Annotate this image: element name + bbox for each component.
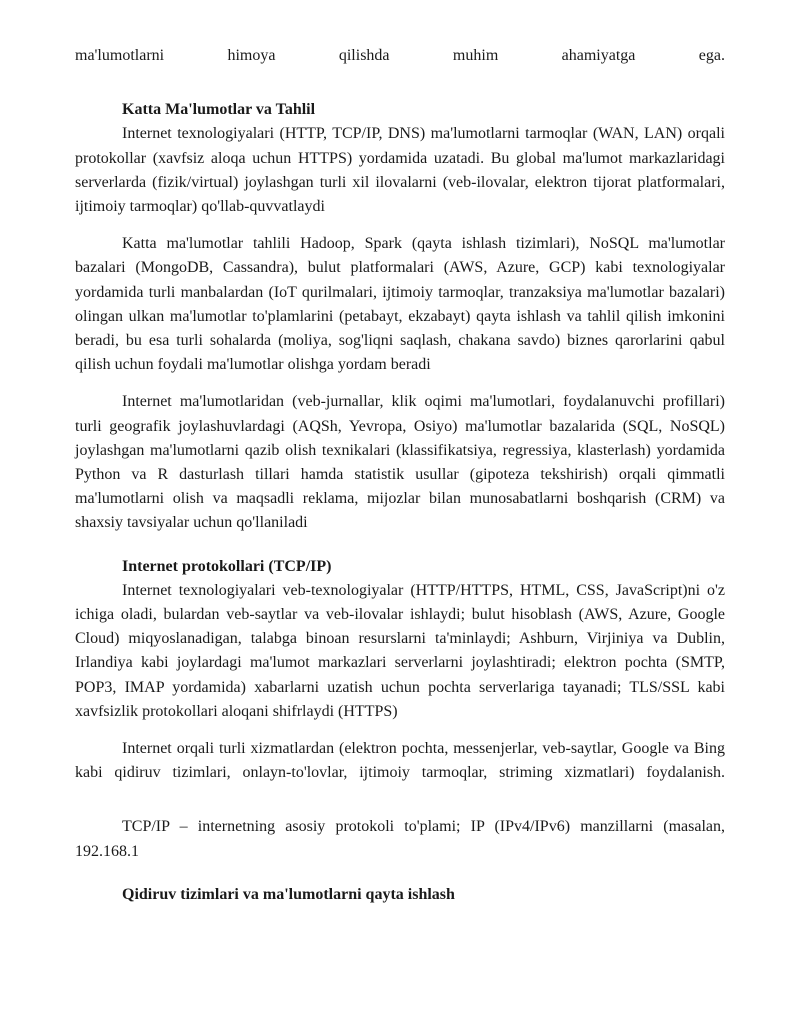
paragraph: Internet ma'lumotlaridan (veb-jurnallar, klik oqimi ma'lumotlari, foydalanuvchi profillari) turli geografik joylashuvlardagi (AQSh, Yevropa, Osiyo) ma'lumotlar bazalarida (SQL, NoSQL) joylashgan ma'lumotlarni qazib olish texnikalari (klassifikatsiya, regressiya, klasterlash) yordamida Python va R dasturlash tillari hamda statistik usullar (gipoteza tekshirish) orqali qimmatli ma'lumotlarni olish va maqsadli reklama, mijozlar bilan munosabatlarni boshqarish (CRM) va shaxsiy tavsiyalar uchun qo'llaniladi [75, 393, 725, 532]
continuation-line: ma'lumotlarni himoya qilishda muhim ahamiyatga ega. [75, 47, 725, 64]
paragraph: Internet texnologiyalari veb-texnologiyalar (HTTP/HTTPS, HTML, CSS, JavaScript)ni o'z ichiga oladi, bulardan veb-saytlar va veb-ilovalar ishlaydi; bulut hisoblash (AWS, Azure, Google Cloud) miqyoslanadigan, talabga binoan resurslarni ta'minlaydi; Ashburn, Virjiniya va Dublin, Irlandiya kabi joylardagi ma'lumot markazlari serverlarni joylashtiradi; elektron pochta (SMTP, POP3, IMAP yordamida) xabarlarni uzatish uchun pochta serverlariga tayanadi; TLS/SSL kabi xavfsizlik protokollari aloqani shifrlaydi (HTTPS) [75, 581, 725, 720]
section-heading-search: Qidiruv tizimlari va ma'lumotlarni qayta ishlash [122, 885, 455, 903]
paragraph: Internet orqali turli xizmatlardan (elektron pochta, messenjerlar, veb-saytlar, Google va Bing kabi qidiruv tizimlari, onlayn-to'lovlar, ijtimoiy tarmoqlar, striming xizmatlari) foydalanish. [75, 740, 725, 782]
section-heading-big-data: Katta Ma'lumotlar va Tahlil [122, 101, 316, 119]
paragraph: Internet texnologiyalari (HTTP, TCP/IP, DNS) ma'lumotlarni tarmoqlar (WAN, LAN) orqali protokollar (xavfsiz aloqa uchun HTTPS) yordamida uzatadi. Bu global ma'lumot markazlaridagi serverlarda (fizik/virtual) joylashgan turli xil ilovalarni (veb-ilovalar, elektron tijorat platformalari, ijtimoiy tarmoqlar) qo'llab-quvvatlaydi [75, 125, 725, 216]
paragraph: TCP/IP – internetning asosiy protokoli to'plami; IP (IPv4/IPv6) manzillarni (masalan, 192.168.1 [75, 818, 725, 860]
paragraph: Katta ma'lumotlar tahlili Hadoop, Spark (qayta ishlash tizimlari), NoSQL ma'lumotlar bazalari (MongoDB, Cassandra), bulut platformalari (AWS, Azure, GCP) kabi texnologiyalar yordamida turli manbalardan (IoT qurilmalari, ijtimoiy tarmoqlar, tranzaksiya ma'lumotlar bazalari) olingan ulkan ma'lumotlar to'plamlarini (petabayt, ekzabayt) qayta ishlash va tahlil qilish imkonini beradi, bu esa turli sohalarda (moliya, sog'liqni saqlash, chakana savdo) biznes qarorlarini qabul qilish uchun foydali ma'lumotlar olishga yordam beradi [75, 235, 725, 374]
section-heading-protocols: Internet protokollari (TCP/IP) [122, 557, 332, 575]
